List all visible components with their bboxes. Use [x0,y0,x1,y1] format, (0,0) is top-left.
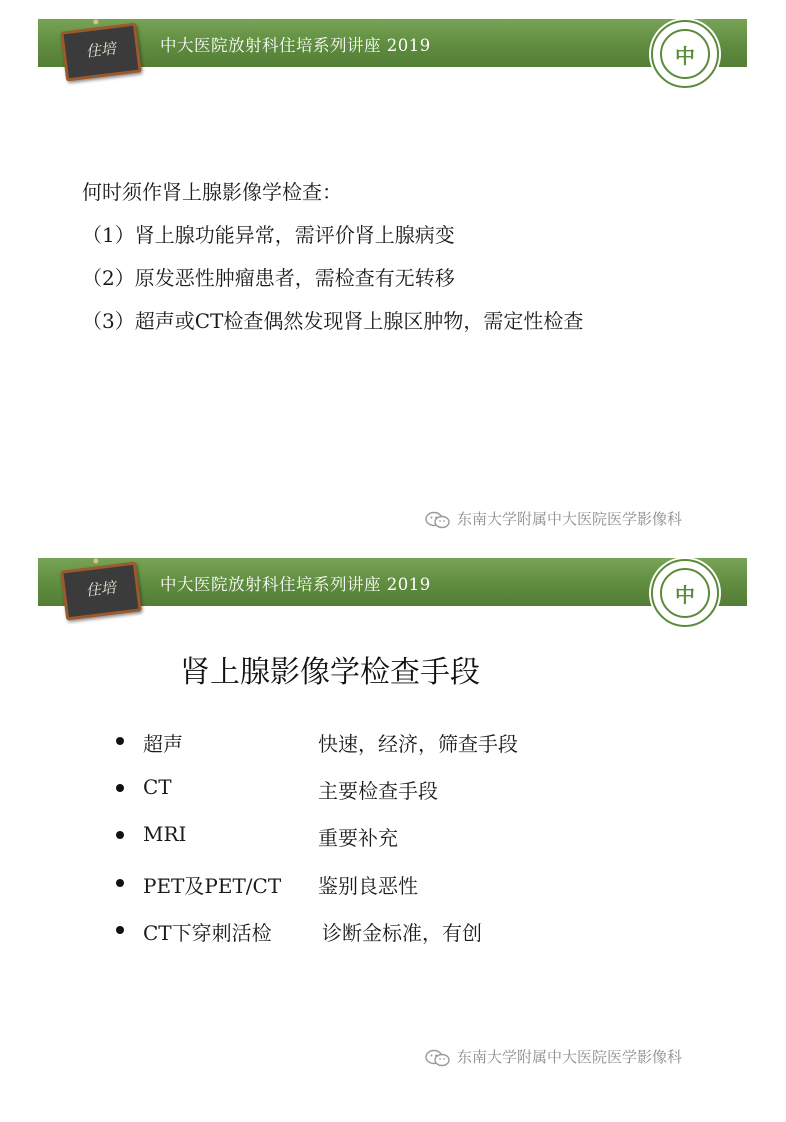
residency-sign-icon [60,562,142,621]
slide1-item: （2）原发恶性肿瘤患者，需检查有无转移 [82,266,455,290]
slide1-item: （3）超声或CT检查偶然发现肾上腺区肿物，需定性检查 [82,309,584,333]
slide-2 [0,540,786,1122]
logo-ring [660,29,710,79]
item-term: PET及PET/CT [143,874,282,898]
logo-center-text: 中 [675,44,695,68]
item-term: MRI [143,822,187,846]
hospital-logo-icon [651,20,719,88]
banner-title: 中大医院放射科住培系列讲座 2019 [160,575,431,594]
bullet-icon [116,879,124,887]
item-term: CT下穿刺活检 [143,921,272,945]
item-description: 重要补充 [318,826,398,850]
item-term: CT [143,775,172,799]
slide1-heading: 何时须作肾上腺影像学检查： [82,180,342,204]
header-banner [38,558,747,606]
item-description: 快速，经济，筛查手段 [318,732,518,756]
item-description: 诊断金标准，有创 [322,921,482,945]
watermark-text: 东南大学附属中大医院医学影像科 [457,1048,683,1066]
item-description: 鉴别良恶性 [318,874,418,898]
item-description: 主要检查手段 [318,779,438,803]
watermark [425,508,682,529]
bullet-icon [116,784,124,792]
logo-ring [660,568,710,618]
wechat-icon [425,511,451,529]
wechat-icon [425,1049,451,1067]
header-banner [38,19,747,67]
bullet-icon [116,926,124,934]
banner-title: 中大医院放射科住培系列讲座 2019 [160,36,431,55]
hospital-logo-icon [651,559,719,627]
slide1-item: （1）肾上腺功能异常，需评价肾上腺病变 [82,223,455,247]
slide-1 [0,0,786,540]
residency-sign-icon [60,23,142,82]
logo-center-text: 中 [675,583,695,607]
sign-text: 住培 [84,578,117,600]
watermark [425,1046,682,1067]
watermark-text: 东南大学附属中大医院医学影像科 [457,510,683,528]
item-term: 超声 [143,732,183,756]
sign-text: 住培 [84,39,117,61]
slide2-title: 肾上腺影像学检查手段 [180,655,480,690]
bullet-icon [116,831,124,839]
bullet-icon [116,737,124,745]
